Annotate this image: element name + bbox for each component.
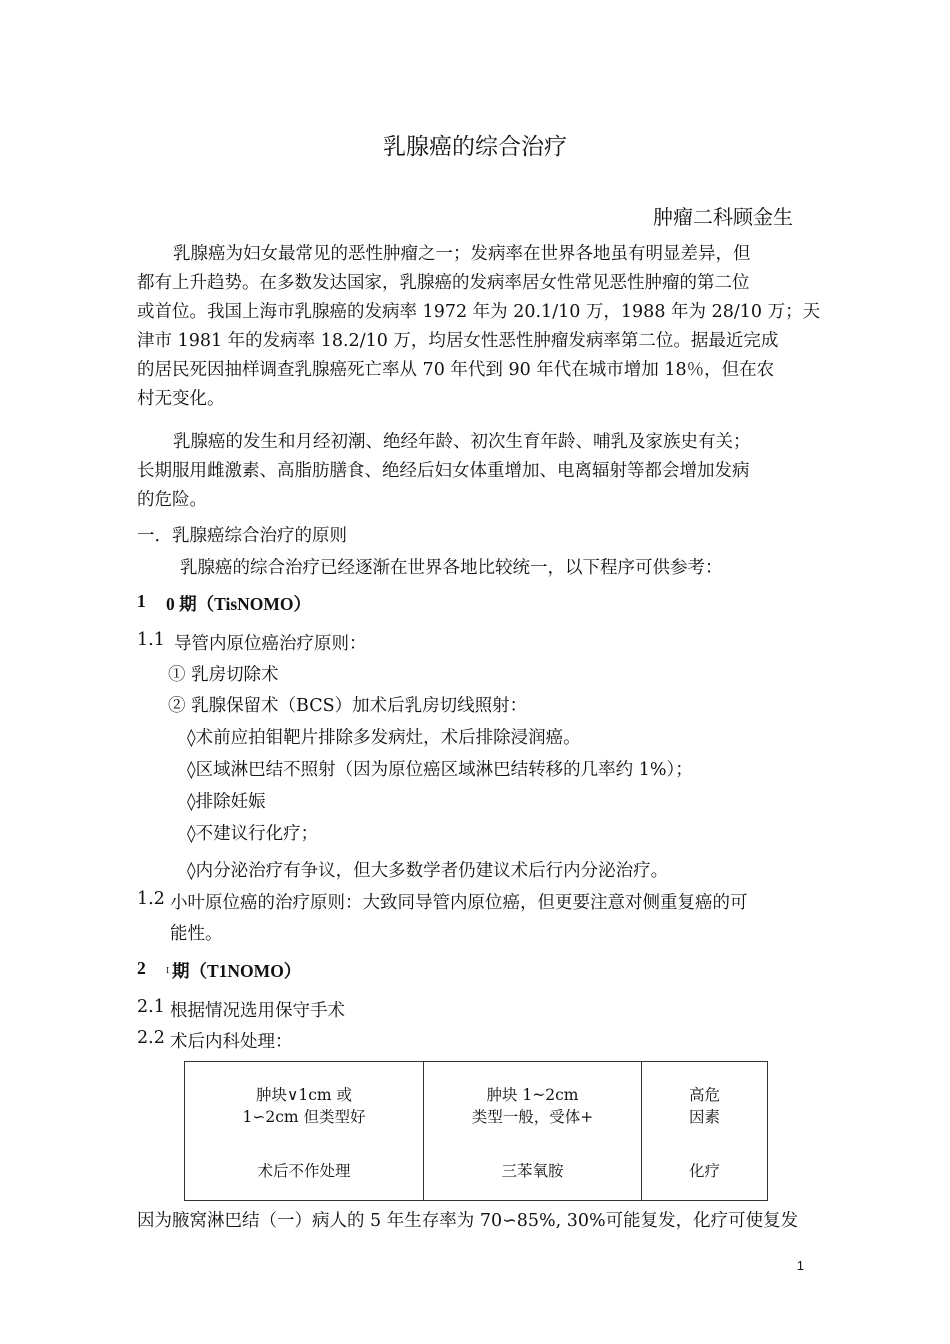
cell-header-line: 类型一般，受体+ <box>471 1108 594 1126</box>
text-line: 津市 1981 年的发病率 18.2/10 万，均居女性恶性肿瘤发病率第二位。据最近完成 <box>137 331 779 351</box>
stage-heading: 期（T1NOMO） <box>172 961 302 981</box>
text-line: 的居民死因抽样调查乳腺癌死亡率从 70 年代到 90 年代在城市增加 18％，但在农 <box>137 360 775 380</box>
text-line: 长期服用雌激素、高脂肪膳食、绝经后妇女体重增加、电离辐射等都会增加发病 <box>137 461 750 481</box>
item-text: 术后内科处理： <box>170 1032 293 1052</box>
table-row <box>185 1062 768 1201</box>
cell-header-line: 因素 <box>688 1108 720 1126</box>
cell-body: 三苯氧胺 <box>501 1162 564 1180</box>
bullet-item: ◊术前应拍钼靶片排除多发病灶，术后排除浸润癌。 <box>187 728 581 748</box>
text-line: 乳腺癌的发生和月经初潮、绝经年龄、初次生育年龄、哺乳及家族史有关； <box>173 432 751 452</box>
section-heading: 一．乳腺癌综合治疗的原则 <box>137 526 347 546</box>
cell-header-line: 1∽2cm 但类型好 <box>242 1108 366 1126</box>
cell-body: 术后不作处理 <box>257 1162 351 1180</box>
item-text: 能性。 <box>170 924 223 944</box>
cell-header-line: 高危 <box>688 1086 720 1104</box>
bullet-item: ◊内分泌治疗有争议，但大多数学者仍建议术后行内分泌治疗。 <box>187 861 669 881</box>
option-line: ① 乳房切除术 <box>168 665 279 685</box>
bullet-item: ◊区域淋巴结不照射（因为原位癌区域淋巴结转移的几率约 1%）； <box>187 760 693 780</box>
cell-header-line: 肿块 1~2cm <box>486 1086 579 1104</box>
intro-paragraph <box>137 240 821 414</box>
treatment-table <box>184 1061 768 1201</box>
item-text: 根据情况选用保守手术 <box>170 1001 345 1021</box>
text-line: 因为腋窝淋巴结（一）病人的 5 年生存率为 70∽85%, 30%可能复发，化疗可使复发 <box>137 1211 799 1231</box>
table-cell <box>642 1062 768 1201</box>
item-number: 1.2 <box>137 889 165 909</box>
text-line: 或首位。我国上海市乳腺癌的发病率 1972 年为 20.1/10 万，1988 年为 28/10 万；天 <box>137 302 821 322</box>
stage-number: 1 <box>137 591 146 611</box>
text-line: 乳腺癌为妇女最常见的恶性肿瘤之一；发病率在世界各地虽有明显差异，但 <box>173 244 751 264</box>
item-number: 2.1 <box>137 997 165 1017</box>
text-line: 都有上升趋势。在多数发达国家，乳腺癌的发病率居女性常见恶性肿瘤的第二位 <box>137 273 750 293</box>
text-line: 村无变化。 <box>137 389 225 409</box>
table-cell <box>185 1062 424 1201</box>
item-number: 2.2 <box>137 1028 165 1048</box>
item-text: 小叶原位癌的治疗原则：大致同导管内原位癌，但更要注意对侧重复癌的可 <box>170 893 748 913</box>
item-text: 导管内原位癌治疗原则： <box>174 634 367 654</box>
page-title: 乳腺癌的综合治疗 <box>383 134 567 160</box>
bullet-item: ◊排除妊娠 <box>187 792 266 812</box>
text-line: 的危险。 <box>137 490 207 510</box>
cell-header-line: 肿块∨1cm 或 <box>255 1086 352 1104</box>
bullet-item: ◊不建议行化疗； <box>187 824 319 844</box>
item-number: 1.1 <box>137 630 165 650</box>
risk-paragraph <box>137 428 817 515</box>
page-number: 1 <box>796 1258 804 1273</box>
cell-body: 化疗 <box>688 1162 720 1180</box>
stage-heading: 0 期（TisNOMO） <box>166 594 312 614</box>
section-intro: 乳腺癌的综合治疗已经逐渐在世界各地比较统一，以下程序可供参考： <box>180 558 723 578</box>
table-cell <box>424 1062 642 1201</box>
option-line: ② 乳腺保留术（BCS）加术后乳房切线照射： <box>168 696 528 716</box>
stage-number: 2 <box>137 958 146 978</box>
stage-mark: I <box>166 966 170 975</box>
author-line: 肿瘤二科顾金生 <box>653 205 793 229</box>
